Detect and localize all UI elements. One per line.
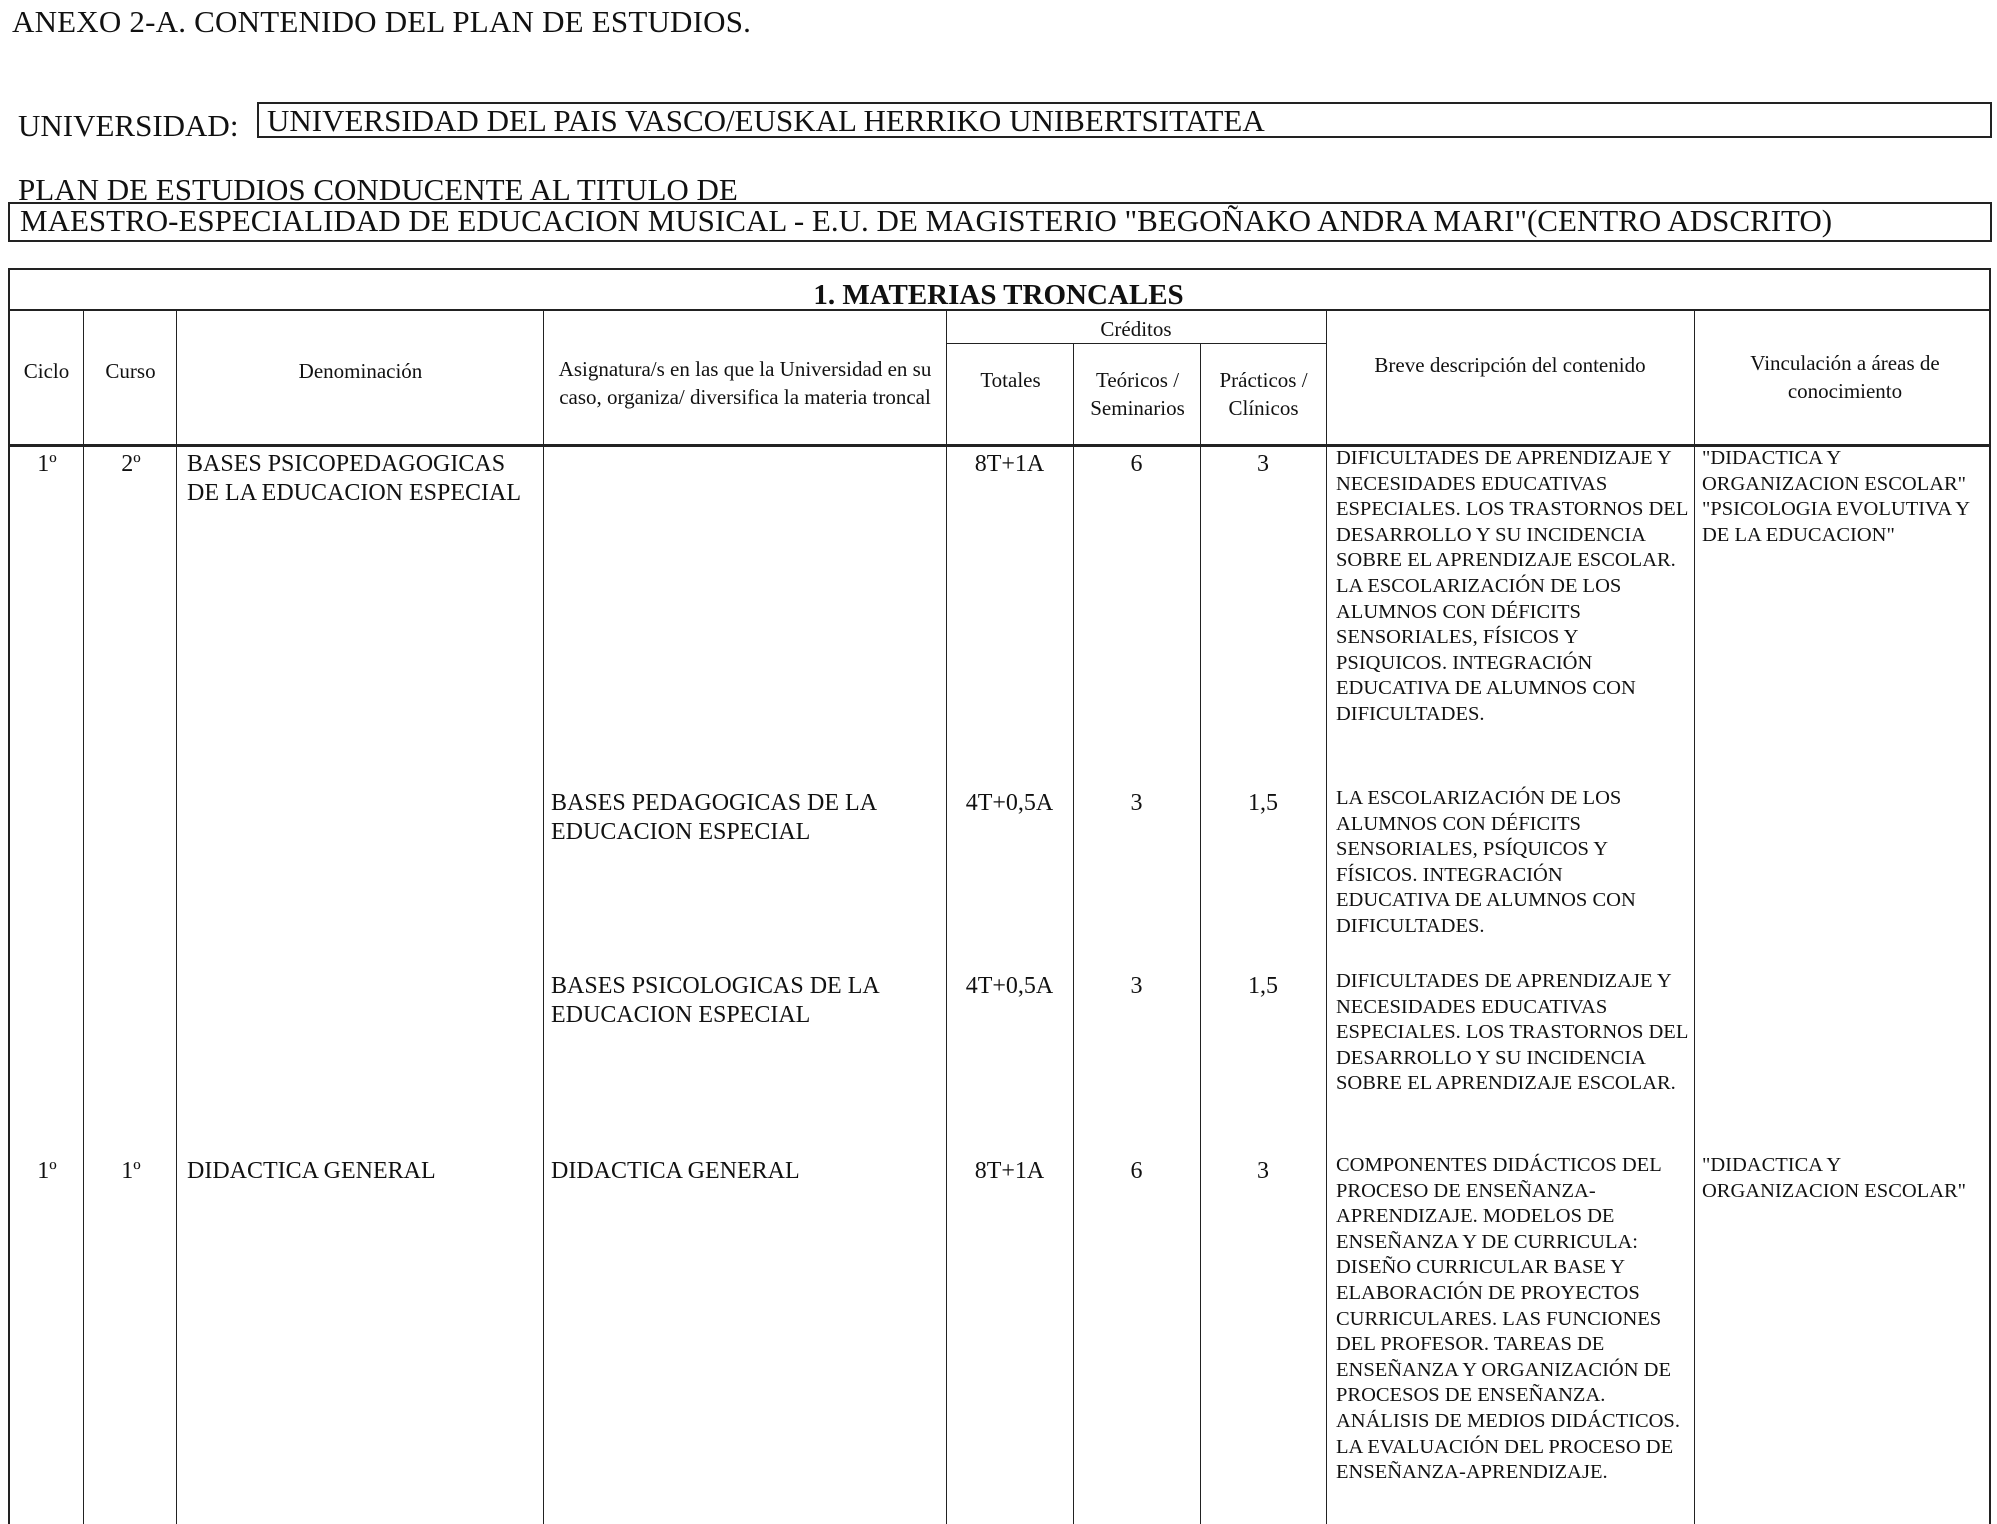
row3-descripcion: DIFICULTADES DE APRENDIZAJE Y NECESIDADES EDUCATIVAS ESPECIALES. LOS TRASTORNOS DEL DESARROLLO Y SU INCIDENCIA SOBRE EL APRENDIZAJE ESCOLAR. xyxy=(1336,970,1688,1095)
col-divider-denominacion xyxy=(543,309,544,1524)
header-vinculacion: Vinculación a áreas de conocimiento xyxy=(1750,351,1940,403)
row2-descripcion: LA ESCOLARIZACIÓN DE LOS ALUMNOS CON DÉFICITS SENSORIALES, PSÍQUICOS Y FÍSICOS. INTEGRACIÓN EDUCATIVA DE ALUMNOS CON DIFICULTADES. xyxy=(1336,787,1636,937)
plan-label: PLAN DE ESTUDIOS CONDUCENTE AL TITULO DE xyxy=(18,172,738,207)
row4-asignatura: DIDACTICA GENERAL xyxy=(551,1158,800,1184)
row2-teoricos: 3 xyxy=(1130,790,1143,816)
row1-practicos: 3 xyxy=(1257,451,1269,477)
row1-curso: 2º xyxy=(121,451,141,477)
row4-practicos: 3 xyxy=(1257,1158,1269,1184)
row1-ciclo: 1º xyxy=(37,451,57,477)
row4-descripcion: COMPONENTES DIDÁCTICOS DEL PROCESO DE ENSEÑANZA-APRENDIZAJE. MODELOS DE ENSEÑANZA Y DE CURRICULA: DISEÑO CURRICULAR BASE Y ELABORACIÓN DE PROYECTOS CURRICULARES. LAS FUNCIONES DEL PROFESOR. TAREAS DE ENSEÑANZA Y ORGANIZACIÓN DE PROCESOS DE ENSEÑANZA. ANÁLISIS DE MEDIOS DIDÁCTICOS. LA EVALUACIÓN DEL PROCESO DE ENSEÑANZA-APRENDIZAJE. xyxy=(1336,1154,1680,1484)
row4-denominacion: DIDACTICA GENERAL xyxy=(187,1158,436,1184)
row1-vinculacion: "DIDACTICA Y ORGANIZACION ESCOLAR" "PSICOLOGIA EVOLUTIVA Y DE LA EDUCACION" xyxy=(1702,447,1970,546)
row1-totales: 8T+1A xyxy=(974,451,1045,477)
header-totales: Totales xyxy=(980,368,1041,392)
col-divider-practicos xyxy=(1326,309,1327,1524)
row3-asignatura: BASES PSICOLOGICAS DE LA EDUCACION ESPECIAL xyxy=(551,973,879,1028)
row3-practicos: 1,5 xyxy=(1248,973,1278,999)
row3-totales: 4T+0,5A xyxy=(965,973,1054,999)
header-asignaturas: Asignatura/s en las que la Universidad en su caso, organiza/ diversifica la materia troncal xyxy=(558,357,932,409)
row4-totales: 8T+1A xyxy=(974,1158,1045,1184)
row1-descripcion: DIFICULTADES DE APRENDIZAJE Y NECESIDADES EDUCATIVAS ESPECIALES. LOS TRASTORNOS DEL DESARROLLO Y SU INCIDENCIA SOBRE EL APRENDIZAJE ESCOLAR. LA ESCOLARIZACIÓN DE LOS ALUMNOS CON DÉFICITS SENSORIALES, FÍSICOS Y PSIQUICOS. INTEGRACIÓN EDUCATIVA DE ALUMNOS CON DIFICULTADES. xyxy=(1336,447,1688,725)
row1-denominacion: BASES PSICOPEDAGOGICAS DE LA EDUCACION ESPECIAL xyxy=(187,451,521,506)
degree-title-box: MAESTRO-ESPECIALIDAD DE EDUCACION MUSICAL - E.U. DE MAGISTERIO "BEGOÑAKO ANDRA MARI"(CENTRO ADSCRITO) xyxy=(8,202,1992,242)
row3-teoricos: 3 xyxy=(1130,973,1143,999)
university-name-box: UNIVERSIDAD DEL PAIS VASCO/EUSKAL HERRIKO UNIBERTSITATEA xyxy=(257,102,1992,138)
header-curso: Curso xyxy=(105,359,156,383)
col-divider-asignatura xyxy=(946,309,947,1524)
row1-teoricos: 6 xyxy=(1130,451,1143,477)
col-divider-totales xyxy=(1073,343,1074,1524)
header-ciclo: Ciclo xyxy=(23,359,70,383)
row2-totales: 4T+0,5A xyxy=(965,790,1054,816)
header-creditos: Créditos xyxy=(1100,317,1172,341)
col-divider-teoricos xyxy=(1200,343,1201,1524)
col-divider-descripcion xyxy=(1694,309,1695,1524)
header-denominacion: Denominación xyxy=(298,359,423,383)
header-practicos: Prácticos / Clínicos xyxy=(1219,368,1308,420)
row2-asignatura: BASES PEDAGOGICAS DE LA EDUCACION ESPECIAL xyxy=(551,790,876,845)
section-title: 1. MATERIAS TRONCALES xyxy=(813,279,1184,311)
col-divider-curso xyxy=(176,309,177,1524)
row4-teoricos: 6 xyxy=(1130,1158,1143,1184)
creditos-rule xyxy=(946,343,1326,344)
row2-practicos: 1,5 xyxy=(1248,790,1278,816)
row4-curso: 1º xyxy=(121,1158,141,1184)
annex-title: ANEXO 2-A. CONTENIDO DEL PLAN DE ESTUDIOS. xyxy=(12,4,752,39)
col-divider-ciclo xyxy=(83,309,84,1524)
row4-vinculacion: "DIDACTICA Y ORGANIZACION ESCOLAR" xyxy=(1702,1154,1967,1202)
header-descripcion: Breve descripción del contenido xyxy=(1374,353,1646,377)
university-label: UNIVERSIDAD: xyxy=(18,108,239,143)
row4-ciclo: 1º xyxy=(37,1158,57,1184)
header-teoricos: Teóricos / Seminarios xyxy=(1090,368,1185,420)
